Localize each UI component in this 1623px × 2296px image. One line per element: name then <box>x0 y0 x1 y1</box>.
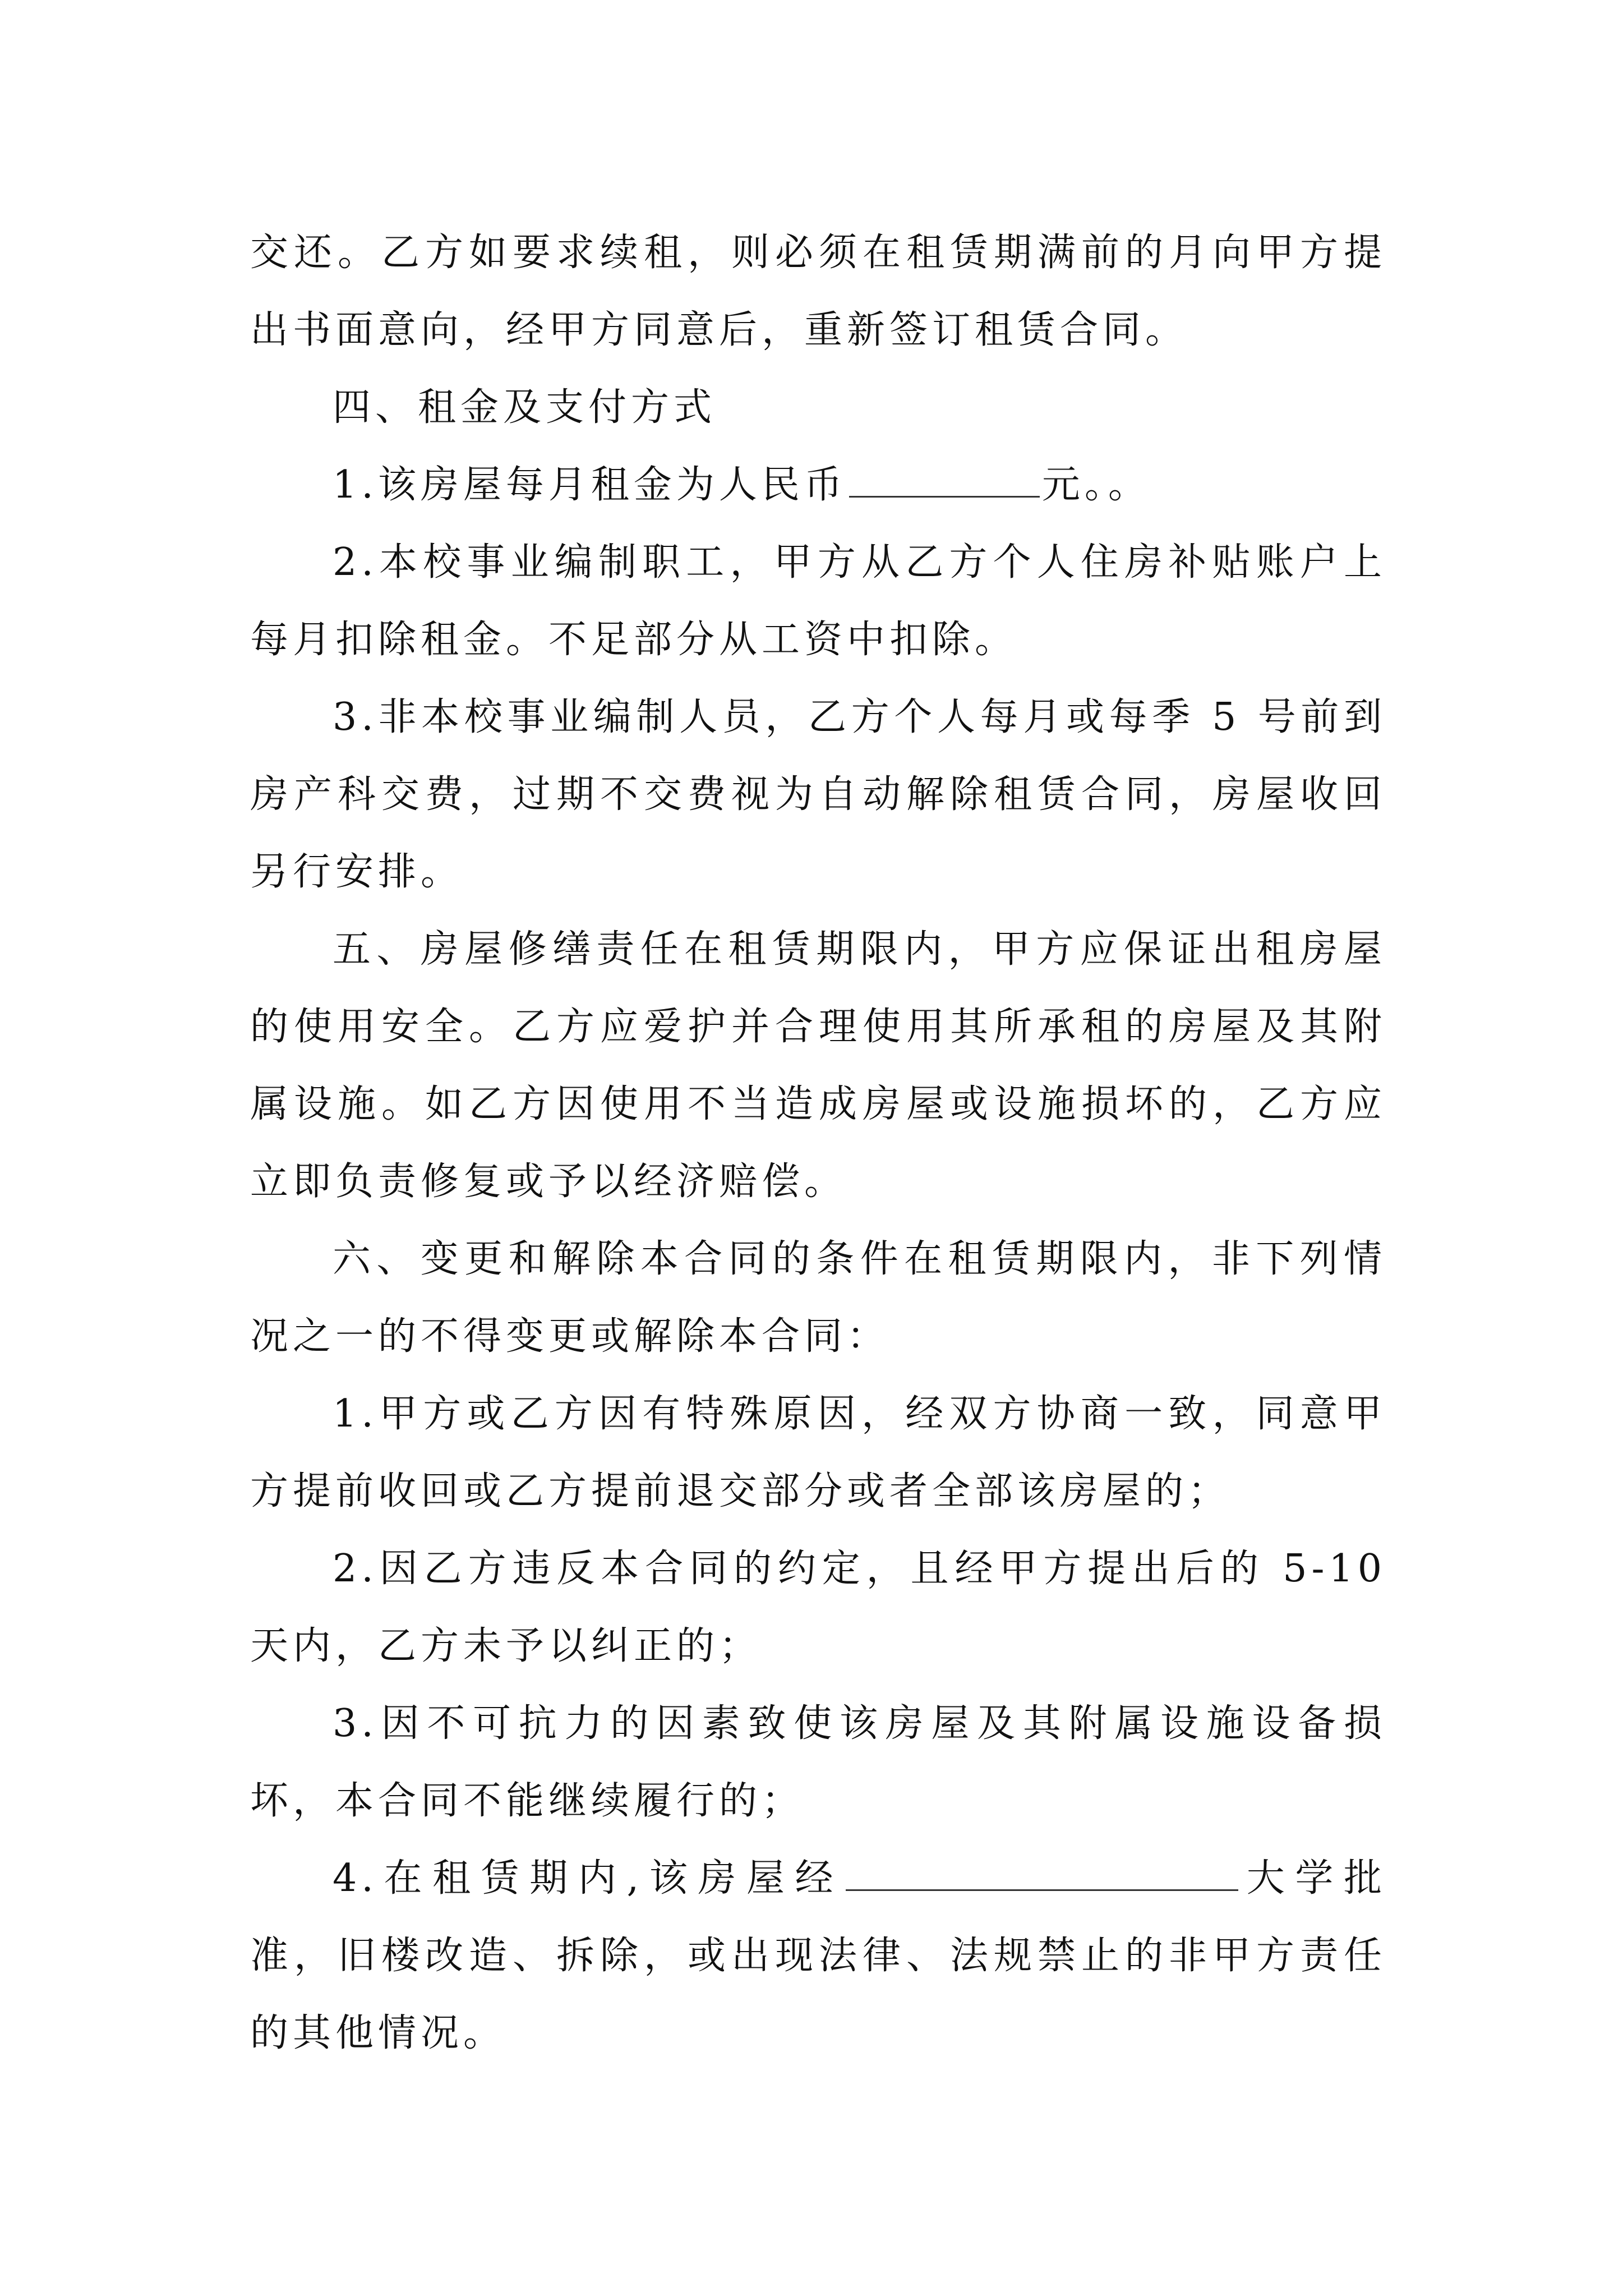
contract-body <box>250 214 1386 2072</box>
paragraph-renewal-notice: 交还。乙方如要求续租，则必须在租赁期满前的月向甲方提出书面意向，经甲方同意后，重新签订租赁合同。 <box>250 231 1386 352</box>
paragraph-condition-4 <box>250 1840 1386 2072</box>
paragraph-condition-3: 3.因不可抗力的因素致使该房屋及其附属设施设备损坏，本合同不能继续履行的； <box>250 1701 1386 1823</box>
paragraph-non-staff-payment: 3.非本校事业编制人员，乙方个人每月或每季 5 号前到房产科交费，过期不交费视为自动解除租赁合同，房屋收回另行安排。 <box>250 695 1386 894</box>
paragraph-repair-responsibility: 五、房屋修缮责任在租赁期限内，甲方应保证出租房屋的使用安全。乙方应爱护并合理使用其所承租的房屋及其附属设施。如乙方因使用不当造成房屋或设施损坏的，乙方应立即负责修复或予以经济赔偿。 <box>250 927 1386 1204</box>
rent-amount-blank <box>849 462 1040 498</box>
paragraph-termination-conditions: 六、变更和解除本合同的条件在租赁期限内，非下列情况之一的不得变更或解除本合同： <box>250 1237 1386 1359</box>
condition-4-rest: 大学批准，旧楼改造、拆除，或出现法律、法规禁止的非甲方责任的其他情况。 <box>250 1856 1386 2055</box>
paragraph-condition-2: 2.因乙方违反本合同的约定，且经甲方提出后的 5-10天内，乙方未予以纠正的； <box>250 1547 1386 1668</box>
monthly-rent-unit: 元。。 <box>1041 463 1151 507</box>
paragraph-monthly-rent <box>250 447 1386 524</box>
monthly-rent-text: 1.该房屋每月租金为人民币 <box>333 463 847 507</box>
paragraph-condition-1: 1.甲方或乙方因有特殊原因，经双方协商一致，同意甲方提前收回或乙方提前退交部分或者全部该房屋的； <box>250 1392 1386 1513</box>
paragraph-staff-deduction: 2.本校事业编制职工，甲方从乙方个人住房补贴账户上每月扣除租金。不足部分从工资中扣除。 <box>250 540 1386 662</box>
university-name-blank <box>846 1856 1238 1891</box>
condition-4-text: 4.在租赁期内,该房屋经 <box>333 1856 844 1901</box>
section-heading-rent-payment: 四、租金及支付方式 <box>333 385 717 430</box>
